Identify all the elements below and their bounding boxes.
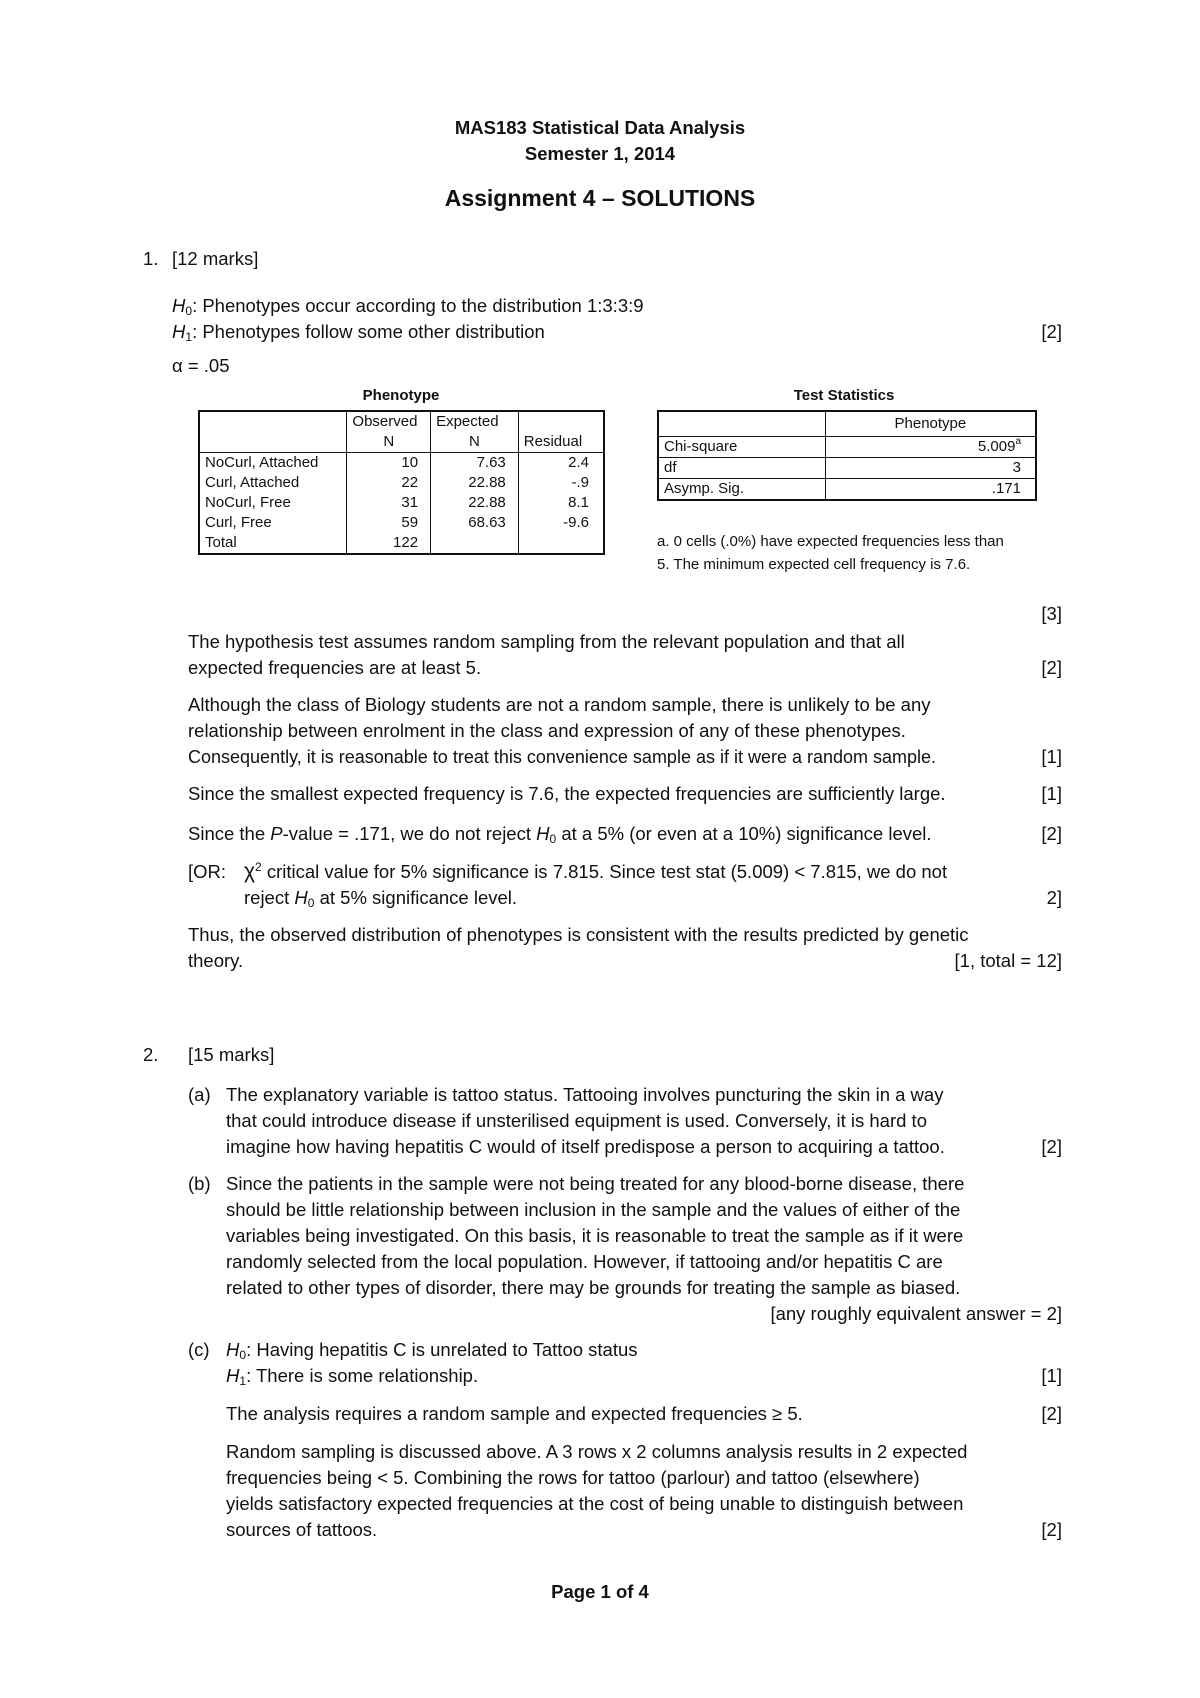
- q1-pvalue: Since the P-value = .171, we do not reject $H_0$ at a 5% (or even at a 10%) significance level.: [188, 823, 932, 846]
- q2-number: 2.: [143, 1044, 159, 1065]
- table-mark: [3]: [1041, 603, 1062, 624]
- q2-b-label: (b): [188, 1173, 211, 1194]
- q2-c-r3: yields satisfactory expected frequencies at the cost of being unable to distinguish between: [226, 1493, 964, 1514]
- table-cell: 8.1: [518, 493, 604, 513]
- table-cell: .171: [825, 479, 1036, 501]
- page-title: Assignment 4 – SOLUTIONS: [444, 185, 756, 211]
- q2-b-5: related to other types of disorder, there may be grounds for treating the sample as biased.: [226, 1277, 961, 1298]
- table-cell: 10: [347, 453, 431, 474]
- q1-or-line-1: $\chi^2$ critical value for 5% significance is 7.815. Since test stat (5.009) < 7.815, we do not: [244, 860, 948, 883]
- q1-or-mark: 2]: [1046, 887, 1062, 908]
- q2-a-1: The explanatory variable is tattoo status. Tattooing involves puncturing the skin in a way: [226, 1084, 944, 1105]
- table-row: [658, 437, 1036, 458]
- q1-h-mark: [2]: [1041, 321, 1062, 342]
- table-cell: Chi-square: [658, 437, 825, 458]
- q1-assume-2: expected frequencies are at least 5.: [188, 657, 482, 678]
- semester: Semester 1, 2014: [524, 143, 676, 164]
- q2-marks: [15 marks]: [188, 1044, 275, 1065]
- q1-although-mark: [1]: [1041, 746, 1062, 767]
- q2-c-r1: Random sampling is discussed above. A 3 rows x 2 columns analysis results in 2 expected: [226, 1441, 968, 1462]
- table-row: [199, 473, 604, 493]
- table-header-cell: Expected: [431, 411, 519, 432]
- q2-a-3: imagine how having hepatitis C would of itself predispose a person to acquiring a tattoo.: [226, 1136, 945, 1157]
- phenotype-table: [198, 410, 605, 555]
- q2-b-mark: [any roughly equivalent answer = 2]: [770, 1303, 1062, 1324]
- q1-assume-mark: [2]: [1041, 657, 1062, 678]
- table-cell: -9.6: [518, 513, 604, 533]
- table-row: [199, 513, 604, 533]
- table-cell: 122: [347, 533, 431, 554]
- q2-c-r-mark: [2]: [1041, 1519, 1062, 1540]
- q1-pvalue-mark: [2]: [1041, 823, 1062, 844]
- q2-c-r4: sources of tattoos.: [226, 1519, 378, 1540]
- phenotype-table-caption: Phenotype: [362, 387, 440, 404]
- table-cell: NoCurl, Attached: [199, 453, 347, 474]
- q2-c-requirements: The analysis requires a random sample and expected frequencies ≥ 5.: [226, 1403, 803, 1424]
- q1-thus-1: Thus, the observed distribution of phenotypes is consistent with the results predicted by genetic: [188, 924, 969, 945]
- table-cell: NoCurl, Free: [199, 493, 347, 513]
- q2-c-h-mark: [1]: [1041, 1365, 1062, 1386]
- table-header-cell: Phenotype: [825, 411, 1036, 437]
- q1-or-label: [OR:: [188, 861, 227, 882]
- table-cell: 22.88: [431, 493, 519, 513]
- table-header-cell: [199, 432, 347, 453]
- table-row: [658, 479, 1036, 501]
- table-cell: -.9: [518, 473, 604, 493]
- table-cell: 5.009$^a$: [825, 437, 1036, 458]
- table-cell: Curl, Attached: [199, 473, 347, 493]
- table-cell: 31: [347, 493, 431, 513]
- q1-although-1: Although the class of Biology students are not a random sample, there is unlikely to be any: [188, 694, 931, 715]
- table-cell: 7.63: [431, 453, 519, 474]
- q1-although-2: relationship between enrolment in the class and expression of any of these phenotypes.: [188, 720, 906, 741]
- table-header-cell: [518, 411, 604, 432]
- q1-marks: [12 marks]: [172, 248, 259, 269]
- table-row: [199, 453, 604, 474]
- table-cell: 59: [347, 513, 431, 533]
- q2-c-h0: $H_0$: Having hepatitis C is unrelated to Tattoo status: [226, 1339, 638, 1362]
- q2-c-h1: $H_1$: There is some relationship.: [226, 1365, 479, 1388]
- q2-c-req-mark: [2]: [1041, 1403, 1062, 1424]
- course-title: MAS183 Statistical Data Analysis: [454, 117, 746, 138]
- table-cell: [518, 533, 604, 554]
- test-table-caption: Test Statistics: [793, 387, 895, 404]
- table-header-cell: N: [347, 432, 431, 453]
- q1-thus-2: theory.: [188, 950, 244, 971]
- page-number: Page 1 of 4: [551, 1581, 649, 1602]
- q2-a-label: (a): [188, 1084, 211, 1105]
- test-table-footnote-2: 5. The minimum expected cell frequency is 7.6.: [657, 556, 971, 573]
- table-header-cell: Observed: [347, 411, 431, 432]
- table-header-cell: [658, 411, 825, 437]
- table-cell: 3: [825, 458, 1036, 479]
- test-table-footnote-1: a. 0 cells (.0%) have expected frequencies less than: [657, 533, 1004, 550]
- table-cell: 68.63: [431, 513, 519, 533]
- q1-or-line-2: reject $H_0$ at 5% significance level.: [244, 887, 518, 910]
- q2-c-label: (c): [188, 1339, 210, 1360]
- q1-h0: $H_0$: Phenotypes occur according to the distribution 1:3:3:9: [172, 295, 644, 318]
- table-cell: Total: [199, 533, 347, 554]
- q1-alpha: α = .05: [172, 355, 230, 376]
- table-cell: df: [658, 458, 825, 479]
- table-header-cell: N: [431, 432, 519, 453]
- q1-number: 1.: [143, 248, 159, 269]
- q1-assume-1: The hypothesis test assumes random sampling from the relevant population and that all: [188, 631, 905, 652]
- q1-total-mark: [1, total = 12]: [954, 950, 1062, 971]
- table-row: [658, 458, 1036, 479]
- q2-a-2: that could introduce disease if unsterilised equipment is used. Conversely, it is hard to: [226, 1110, 927, 1131]
- table-header-cell: Residual: [518, 432, 604, 453]
- table-cell: Curl, Free: [199, 513, 347, 533]
- q2-c-r2: frequencies being < 5. Combining the rows for tattoo (parlour) and tattoo (elsewhere): [226, 1467, 920, 1488]
- table-cell: Asymp. Sig.: [658, 479, 825, 501]
- q2-b-3: variables being investigated. On this basis, it is reasonable to treat the sample as if it were: [226, 1225, 964, 1246]
- table-cell: 2.4: [518, 453, 604, 474]
- q2-b-2: should be little relationship between inclusion in the sample and the values of either of the: [226, 1199, 961, 1220]
- table-cell: 22.88: [431, 473, 519, 493]
- test-statistics-table: [657, 410, 1037, 501]
- q1-although-3: Consequently, it is reasonable to treat this convenience sample as if it were a random sample.: [188, 747, 937, 767]
- q1-smallest-mark: [1]: [1041, 783, 1062, 804]
- table-cell: [431, 533, 519, 554]
- table-row: [199, 533, 604, 554]
- table-row: [199, 493, 604, 513]
- table-header-cell: [199, 411, 347, 432]
- q1-smallest: Since the smallest expected frequency is 7.6, the expected frequencies are sufficiently large.: [188, 783, 946, 804]
- q1-h1: $H_1$: Phenotypes follow some other distribution: [172, 321, 545, 344]
- q2-b-4: randomly selected from the local population. However, if tattooing and/or hepatitis C are: [226, 1251, 943, 1272]
- q2-a-mark: [2]: [1041, 1136, 1062, 1157]
- table-cell: 22: [347, 473, 431, 493]
- q2-b-1: Since the patients in the sample were not being treated for any blood-borne disease, there: [226, 1173, 965, 1194]
